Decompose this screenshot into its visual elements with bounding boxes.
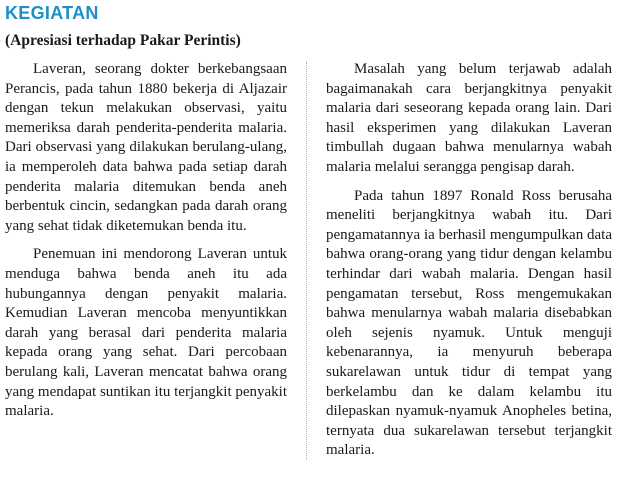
paragraph: Pada tahun 1897 Ronald Ross berusaha meneliti berjangkitnya wabah itu. Dari pengamatannya ia berhasil mengumpulkan data bahwa orang-orang yang tidur dengan kelambu terhindar dari wabah malaria. Dengan hasil pengamatan tersebut, Ross mengemukakan bahwa menularnya wabah malaria disebabkan oleh sejenis nyamuk. Untuk menguji kebenarannya, ia menyuruh beberapa sukarelawan untuk tidur di tempat yang berkelambu dan ke dalam kelambu itu dilepaskan nyamuk-nyamuk Anopheles betina, ternyata dua sukarelawan tersebut terjangkit malaria. bbox=[326, 187, 612, 459]
paragraph: Masalah yang belum terjawab adalah bagaimanakah cara berjangkitnya penyakit malaria dari seseorang kepada orang lain. Dari hasil eksperimen yang dilakukan Laveran timbullah dugaan bahwa menularnya wabah malaria melalui serangga pengisap darah. bbox=[326, 61, 612, 175]
section-title: KEGIATAN bbox=[5, 3, 99, 23]
column-divider bbox=[306, 62, 307, 460]
left-column bbox=[5, 60, 287, 431]
subtitle: (Apresiasi terhadap Pakar Perintis) bbox=[5, 32, 241, 49]
paragraph: Laveran, seorang dokter berkebangsaan Perancis, pada tahun 1880 bekerja di Aljazair dengan tekun melakukan observasi, yaitu memeriksa darah penderita-penderita malaria. Dari observasi yang dilakukan berulang-ulang, ia memperoleh data bahwa pada setiap darah penderita malaria ditemukan benda aneh berbentuk cincin, sedangkan pada darah orang yang sehat tidak diketemukan benda itu. bbox=[5, 61, 287, 234]
paragraph: Penemuan ini mendorong Laveran untuk menduga bahwa benda aneh itu ada hubungannya dengan penyakit malaria. Kemudian Laveran mencoba menyuntikkan darah yang berasal dari penderita malaria kepada orang yang sehat. Dari percobaan berulang kali, Laveran mencatat bahwa orang yang mendapat suntikan itu terjangkit penyakit malaria. bbox=[5, 246, 288, 420]
right-column bbox=[326, 60, 612, 470]
